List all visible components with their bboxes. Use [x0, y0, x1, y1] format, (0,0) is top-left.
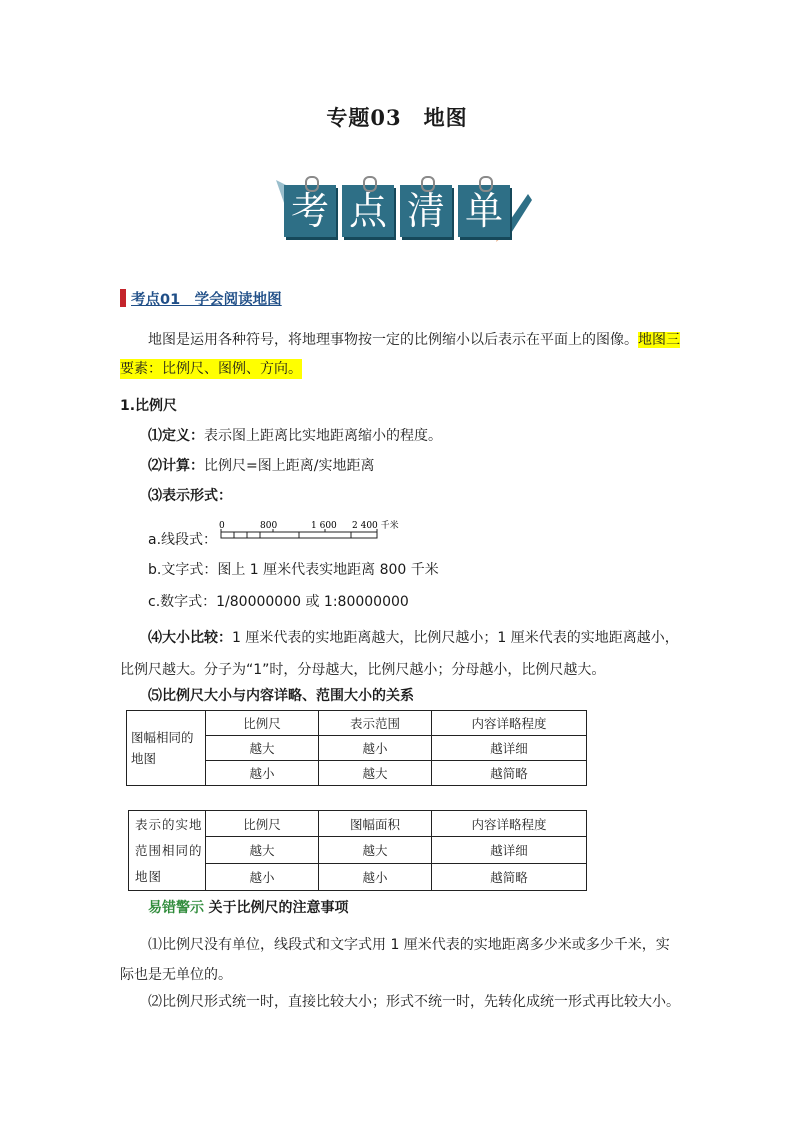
- table-row: 越大 越小 越详细: [127, 736, 587, 761]
- subheading-scale: 1.比例尺: [120, 398, 178, 414]
- line-scale-label: a.线段式：: [148, 532, 218, 548]
- banner-char: 单: [458, 185, 510, 237]
- scale-tick-label: 800: [260, 521, 278, 531]
- banner-char: 点: [342, 185, 394, 237]
- compare-paragraph: ⑷大小比较：1 厘米代表的实地距离越大，比例尺越小；1 厘米代表的实地距离越小， 比例尺越大。分子为“1”时，分母越大，比例尺越小；分母越小，比例尺越大。: [120, 630, 679, 678]
- page-title: 专题03 地图: [326, 105, 468, 130]
- banner-char: 考: [284, 185, 336, 237]
- table-row: 越小 越小 越简略: [129, 864, 587, 891]
- column-header: 比例尺: [206, 711, 319, 736]
- scale-table-same-size: [126, 710, 587, 786]
- highlight: 地图三: [638, 332, 680, 348]
- warning-heading: 易错警示 关于比例尺的注意事项: [148, 900, 349, 916]
- column-header: 表示范围: [319, 711, 432, 736]
- section-heading: [120, 287, 282, 309]
- column-header: 内容详略程度: [432, 811, 587, 837]
- section-heading-text: 考点01 学会阅读地图: [131, 291, 282, 308]
- column-header: 图幅面积: [319, 811, 432, 837]
- forms-label: ⑶表示形式：: [148, 488, 232, 504]
- definition-line: ⑴定义：表示图上距离比实地距离缩小的程度。: [148, 428, 442, 444]
- calculation-line: ⑵计算：比例尺=图上距离/实地距离: [148, 458, 375, 474]
- highlight: 要素：比例尺、图例、方向。: [120, 361, 302, 377]
- column-header: 比例尺: [206, 811, 319, 837]
- row-header: 表示的实地范围相同的地图: [129, 811, 206, 891]
- section-marker: [120, 289, 126, 307]
- banner-char: 清: [400, 185, 452, 237]
- scale-table-same-area: [128, 810, 587, 891]
- warning-tag: 易错警示: [148, 900, 204, 916]
- scale-tick-label: 1 600: [311, 521, 337, 531]
- table-row: 越小 越大 越简略: [127, 761, 587, 786]
- warning-note: ⑵比例尺形式统一时，直接比较大小；形式不统一时，先转化成统一形式再比较大小。: [148, 994, 680, 1010]
- intro-paragraph: 地图是运用各种符号，将地理事物按一定的比例缩小以后表示在平面上的图像。地图三 要素：比例尺、图例、方向。: [120, 332, 680, 377]
- scale-tick-label: 0: [219, 521, 225, 531]
- row-header: 图幅相同的地图: [127, 711, 206, 786]
- warning-note: ⑴比例尺没有单位，线段式和文字式用 1 厘米代表的实地距离多少米或多少千米，实 际也是无单位的。: [120, 937, 670, 983]
- column-header: 内容详略程度: [432, 711, 587, 736]
- relation-heading: ⑸比例尺大小与内容详略、范围大小的关系: [148, 688, 414, 704]
- line-scale-bar: [218, 519, 418, 543]
- scale-tick-label: 2 400 千米: [352, 521, 399, 531]
- text-scale-line: b.文字式：图上 1 厘米代表实地距离 800 千米: [148, 562, 439, 578]
- number-scale-line: c.数字式：1/80000000 或 1:80000000: [148, 594, 409, 610]
- banner-kaodian-qingdan: [270, 172, 532, 248]
- table-row: 越大 越大 越详细: [129, 837, 587, 864]
